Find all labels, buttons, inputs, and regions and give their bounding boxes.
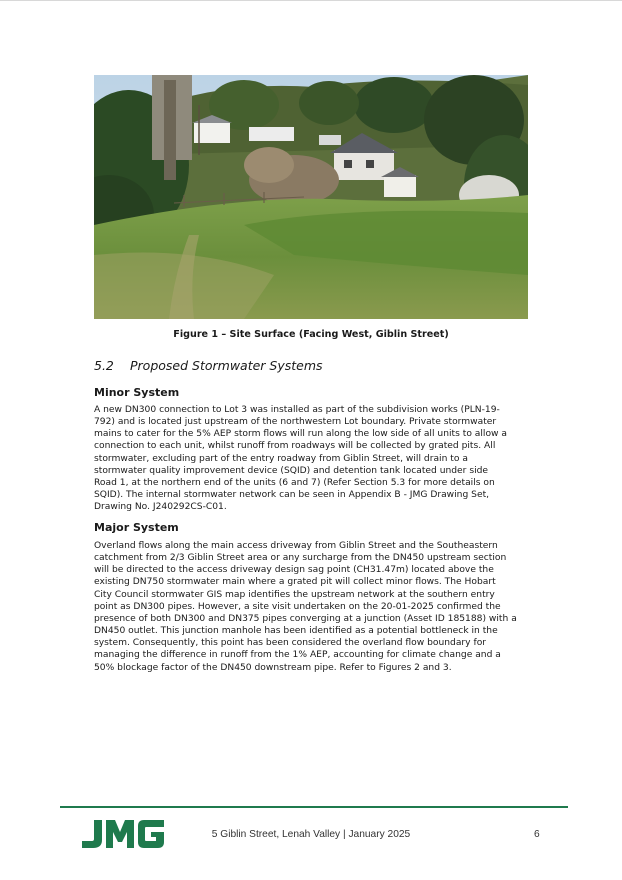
text-line: SQID). The internal stormwater network can be seen in Appendix B - JMG Drawing Set,: [94, 490, 490, 501]
major-system-paragraph: [94, 540, 528, 674]
text-line: City Council stormwater GIS map identifies the upstream network at the southern entry: [94, 589, 495, 600]
section-number: 5.2: [94, 358, 114, 373]
text-line: stormwater quality improvement device (SQID) and detention tank located under side: [94, 465, 489, 476]
page-top-border: [0, 0, 622, 1]
text-line: stormwater, excluding part of the entry roadway from Giblin Street, will drain to a: [94, 453, 468, 464]
text-line: point as DN300 pipes. However, a site visit undertaken on the 20-01-2025 confirmed the: [94, 601, 501, 612]
footer-text: 5 Giblin Street, Lenah Valley | January 2025: [211, 829, 411, 840]
page-number: 6: [534, 829, 540, 840]
footer-divider: [60, 806, 568, 808]
text-line: presence of both DN300 and DN375 pipes converging at a junction (Asset ID 185188) with a: [94, 613, 517, 624]
text-line: 792) and is located just upstream of the northwestern Lot boundary. Private stormwater: [94, 417, 497, 428]
text-line: A new DN300 connection to Lot 3 was installed as part of the subdivision works (PLN-19-: [94, 405, 500, 415]
minor-system-paragraph: [94, 404, 528, 513]
text-line: will be directed to the access driveway design sag point (CH31.47m) located above the: [94, 565, 494, 576]
figure-caption: Figure 1 – Site Surface (Facing West, Giblin Street): [173, 329, 449, 340]
minor-system-heading: Minor System: [94, 386, 180, 399]
text-line: Road 1, at the northern end of the units (6 and 7) (Refer Section 5.3 for more details on: [94, 477, 495, 488]
major-system-heading: Major System: [94, 521, 179, 534]
section-title: Proposed Stormwater Systems: [130, 358, 323, 373]
text-line: existing DN750 stormwater main where a grated pit will collect minor flows. The Hobart: [94, 577, 496, 588]
text-line: connection to each unit, whilst runoff from roadways will be collected by grated pits. All: [94, 441, 496, 452]
text-line: Drawing No. J240292CS-C01.: [94, 502, 227, 513]
section-heading: [94, 358, 323, 373]
text-line: 50% blockage factor of the DN450 downstream pipe. Refer to Figures 2 and 3.: [94, 662, 452, 673]
site-photo: [94, 75, 528, 319]
text-line: managing the difference in runoff from the 1% AEP, accounting for climate change and a: [94, 650, 501, 661]
text-line: Overland flows along the main access driveway from Giblin Street and the Southeastern: [94, 541, 498, 551]
text-line: system. Consequently, this point has been considered the overland flow boundary for: [94, 638, 487, 649]
text-line: mains to cater for the 5% AEP storm flows will run along the low side of all units to allow a: [94, 429, 508, 440]
text-line: DN450 outlet. This junction manhole has been identified as a potential bottleneck in the: [94, 626, 498, 637]
text-line: catchment from 2/3 Giblin Street area or any surcharge from the DN450 upstream section: [94, 553, 507, 564]
